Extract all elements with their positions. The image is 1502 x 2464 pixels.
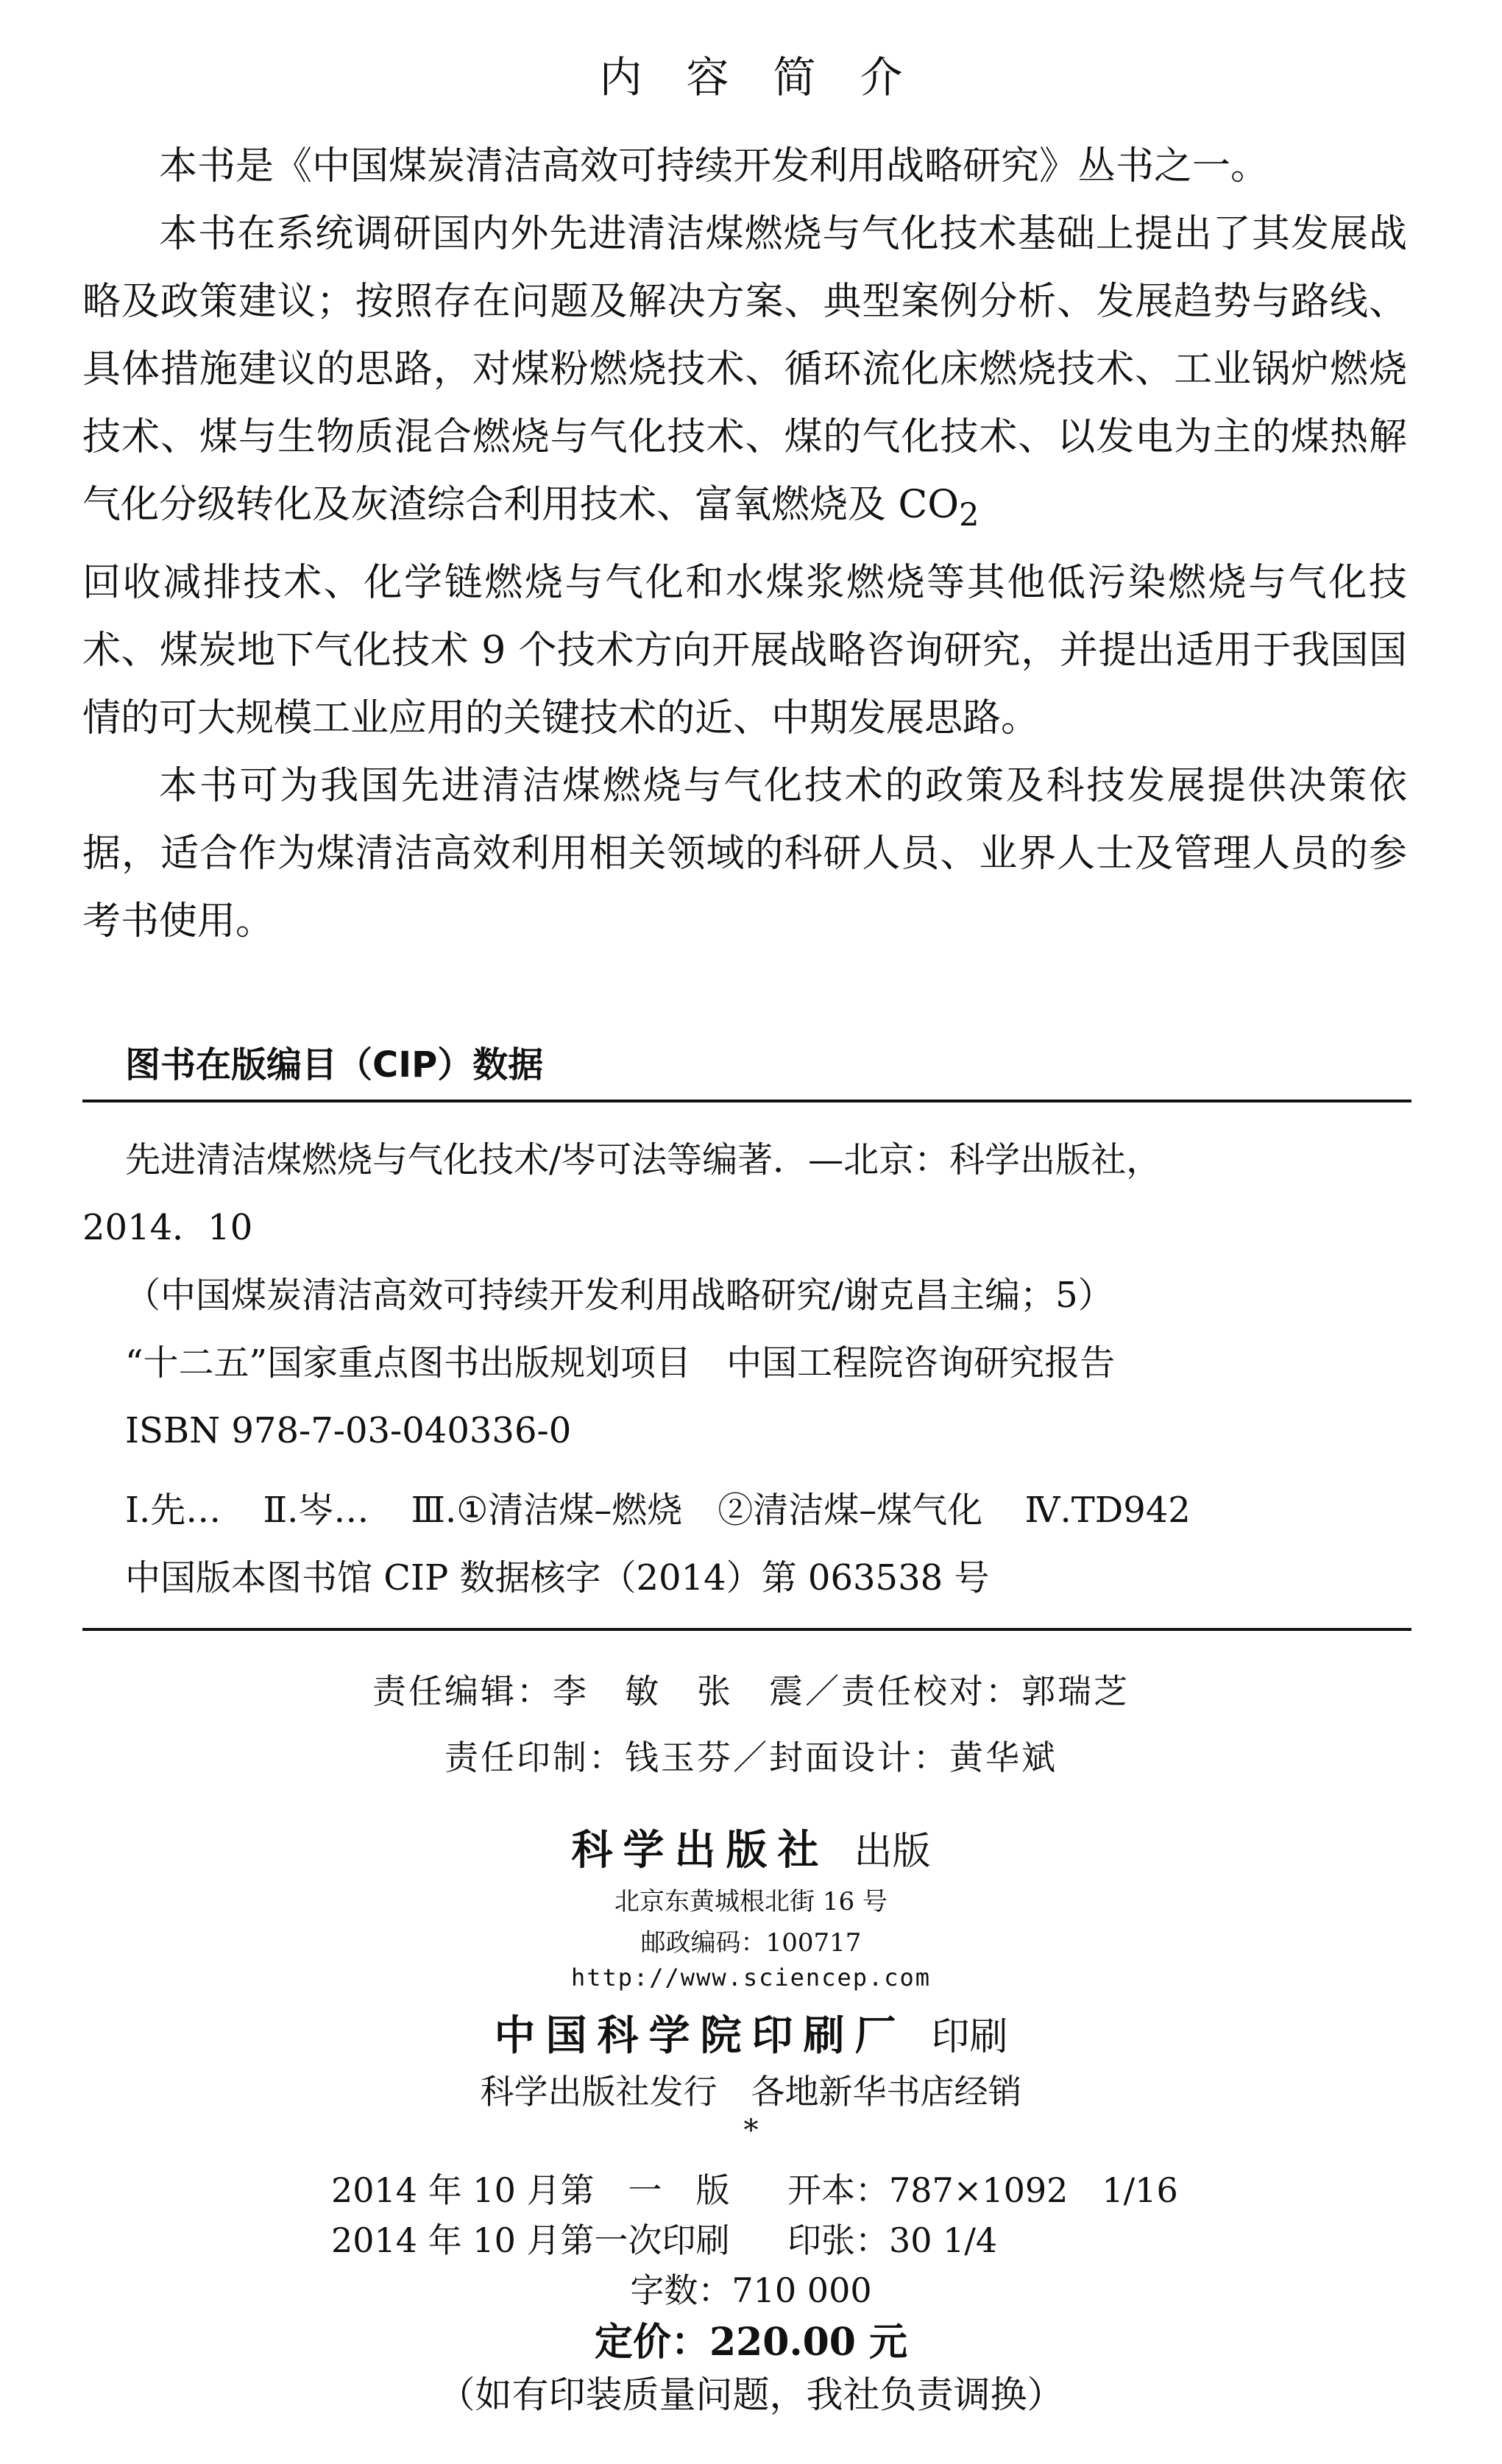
cip-data-block [82,1126,1407,1612]
publisher-role: 出版 [854,1830,931,1874]
separator-star: * [743,2114,759,2148]
co2-label: CO [898,483,959,527]
price-line [0,2311,1502,2366]
quality-notice: （如有印装质量问题，我社负责调换） [438,2373,1064,2416]
intro-paragraph-text: 本书在系统调研国内外先进清洁煤燃烧与气化技术基础上提出了其发展战略及政策建议；按照存在问题及解决方案、典型案例分析、发展趋势与路线、具体措施建议的思路，对煤粉燃烧技术、循环流化床燃烧技术、工业锅炉燃烧技术、煤与生物质混合燃烧与气化技术、煤的气化技术、以发电为主的煤热解气化分级转化及灰渣综合利用技术、富氧燃烧及 [82,212,1407,527]
classification-item: Ⅳ.TD942 [1024,1490,1191,1531]
cip-top-rule [82,1100,1411,1102]
price-label: 定价： [594,2320,709,2365]
edition-row-2 [331,2214,997,2262]
cip-classification-line [82,1476,1407,1544]
book-format: 开本：787×1092 1/16 [787,2170,1178,2210]
co2-subscript: 2 [958,497,980,534]
printing-sheets: 印张：30 1/4 [787,2220,998,2260]
intro-paragraph: 本书是《中国煤炭清洁高效可持续开发利用战略研究》丛书之一。 [159,144,1269,188]
cip-isbn-line: ISBN 978-7-03-040336-0 [125,1410,572,1451]
cip-heading: 图书在版编目（CIP）数据 [125,1044,544,1086]
cip-library-line: 中国版本图书馆 CIP 数据核字（2014）第 063538 号 [125,1557,990,1599]
printer-row [0,2003,1502,2062]
edition-row-1 [331,2164,1178,2212]
first-edition: 2014 年 10 月第 一 版 [331,2170,730,2210]
publisher-row [0,1818,1502,1877]
staff-line-production: 责任印制：钱玉芬／封面设计：黄华斌 [444,1738,1058,1777]
publisher-address: 北京东黄城根北街 16 号 [614,1887,888,1916]
staff-line-editors: 责任编辑：李 敏 张 震／责任校对：郭瑞芝 [372,1671,1130,1711]
cip-date-line: 2014．10 [82,1207,253,1248]
intro-text [82,132,1407,955]
intro-paragraph [82,200,1407,549]
publisher-name: 科学出版社 [571,1826,829,1874]
classification-item: Ⅲ.①清洁煤–燃烧 ②清洁煤–煤气化 [411,1490,983,1531]
intro-paragraph-continuation: 回收减排技术、化学链燃烧与气化和水煤浆燃烧等其他低污染燃烧与气化技术、煤炭地下气化技术 9 个技术方向开展战略咨询研究，并提出适用于我国国情的可大规模工业应用的关键技术的近、中期发展思路。 [82,561,1407,741]
publisher-url: http://www.sciencep.com [570,1964,932,1992]
classification-item: Ⅱ.岑… [263,1490,369,1531]
printer-name: 中国科学院印刷厂 [494,2011,907,2060]
distribution-line: 科学出版社发行 各地新华书店经销 [480,2072,1022,2111]
cip-project-line: “十二五”国家重点图书出版规划项目 中国工程院咨询研究报告 [125,1342,1116,1384]
cip-series-line: （中国煤炭清洁高效可持续开发利用战略研究/谢克昌主编；5） [125,1275,1113,1316]
first-printing: 2014 年 10 月第一次印刷 [331,2220,730,2260]
price-value: 220.00 元 [709,2320,908,2365]
cip-bottom-rule [82,1628,1411,1631]
classification-item: Ⅰ.先… [125,1490,222,1531]
cip-title-line: 先进清洁煤燃烧与气化技术/岑可法等编著．—北京：科学出版社， [125,1139,1162,1180]
publisher-postcode: 邮政编码：100717 [640,1928,862,1958]
intro-paragraph: 本书可为我国先进清洁煤燃烧与气化技术的政策及科技发展提供决策依据，适合作为煤清洁高效利用相关领域的科研人员、业界人士及管理人员的参考书使用。 [82,764,1407,944]
section-title: 内容简介 [599,52,947,102]
word-count: 字数：710 000 [630,2270,872,2310]
printer-role: 印刷 [931,2015,1008,2059]
